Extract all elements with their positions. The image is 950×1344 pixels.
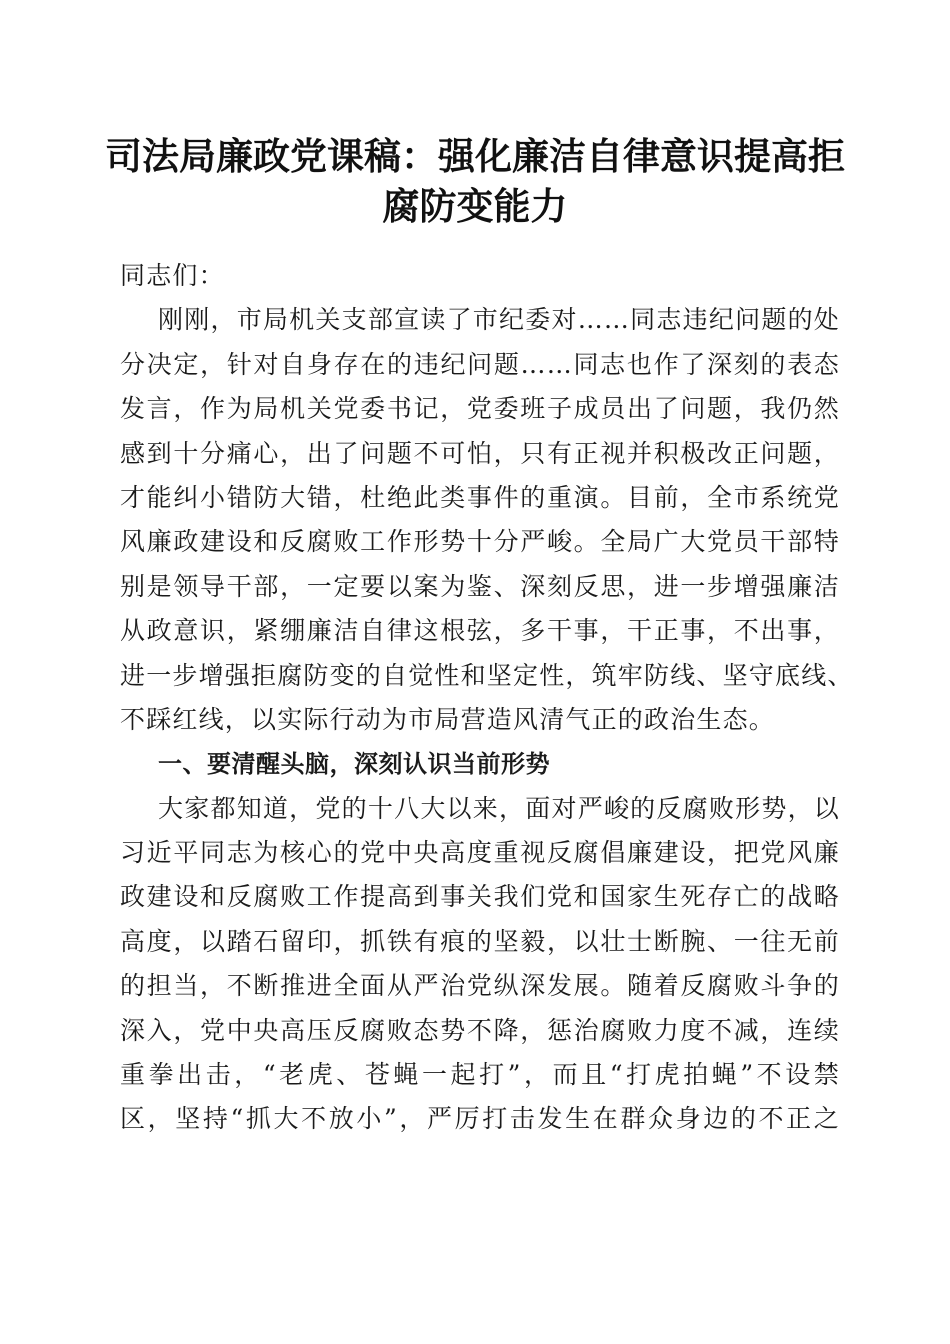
text-line: 发言，作为局机关党委书记，党委班子成员出了问题，我仍然 [120,394,840,424]
paragraph-1 [120,298,854,742]
text-line: 不踩红线，以实际行动为市局营造风清气正的政治生态。 [120,704,776,734]
text-line: 习近平同志为核心的党中央高度重视反腐倡廉建设，把党风廉 [120,838,840,868]
text-line: 高度，以踏石留印，抓铁有痕的坚毅，以壮士断腕、一往无前 [120,926,840,956]
text-line: 感到十分痛心，出了问题不可怕，只有正视并积极改正问题， [120,438,840,468]
title-line-1: 司法局廉政党课稿：强化廉洁自律意识提高拒 [105,135,845,178]
section-heading: 一、要清醒头脑，深刻认识当前形势 [158,750,550,779]
title-line-2: 腐防变能力 [382,185,568,228]
text-line: 深入，党中央高压反腐败态势不降，惩治腐败力度不减，连续 [120,1015,840,1045]
text-line: 从政意识，紧绷廉洁自律这根弦，多干事，干正事，不出事， [120,616,840,646]
text-line: 政建设和反腐败工作提高到事关我们党和国家生死存亡的战略 [120,882,840,912]
document-body [120,254,854,1142]
text-line: 进一步增强拒腐防变的自觉性和坚定性，筑牢防线、坚守底线、 [120,660,854,690]
text-line: 分决定，针对自身存在的违纪问题……同志也作了深刻的表态 [120,349,840,379]
paragraph-2 [120,787,840,1142]
document-title [100,132,850,232]
salutation: 同志们： [120,261,225,290]
text-line: 刚刚，市局机关支部宣读了市纪委对……同志违纪问题的处 [158,305,840,335]
text-line: 区，坚持“抓大不放小”，严厉打击发生在群众身边的不正之 [120,1104,840,1134]
text-line: 大家都知道，党的十八大以来，面对严峻的反腐败形势，以 [158,793,840,823]
text-line: 才能纠小错防大错，杜绝此类事件的重演。目前，全市系统党 [120,482,840,512]
text-line: 重拳出击，“老虎、苍蝇一起打”，而且“打虎拍蝇”不设禁 [120,1060,840,1090]
text-line: 别是领导干部，一定要以案为鉴、深刻反思，进一步增强廉洁 [120,571,840,601]
text-line: 的担当，不断推进全面从严治党纵深发展。随着反腐败斗争的 [120,971,840,1001]
text-line: 风廉政建设和反腐败工作形势十分严峻。全局广大党员干部特 [120,527,840,557]
